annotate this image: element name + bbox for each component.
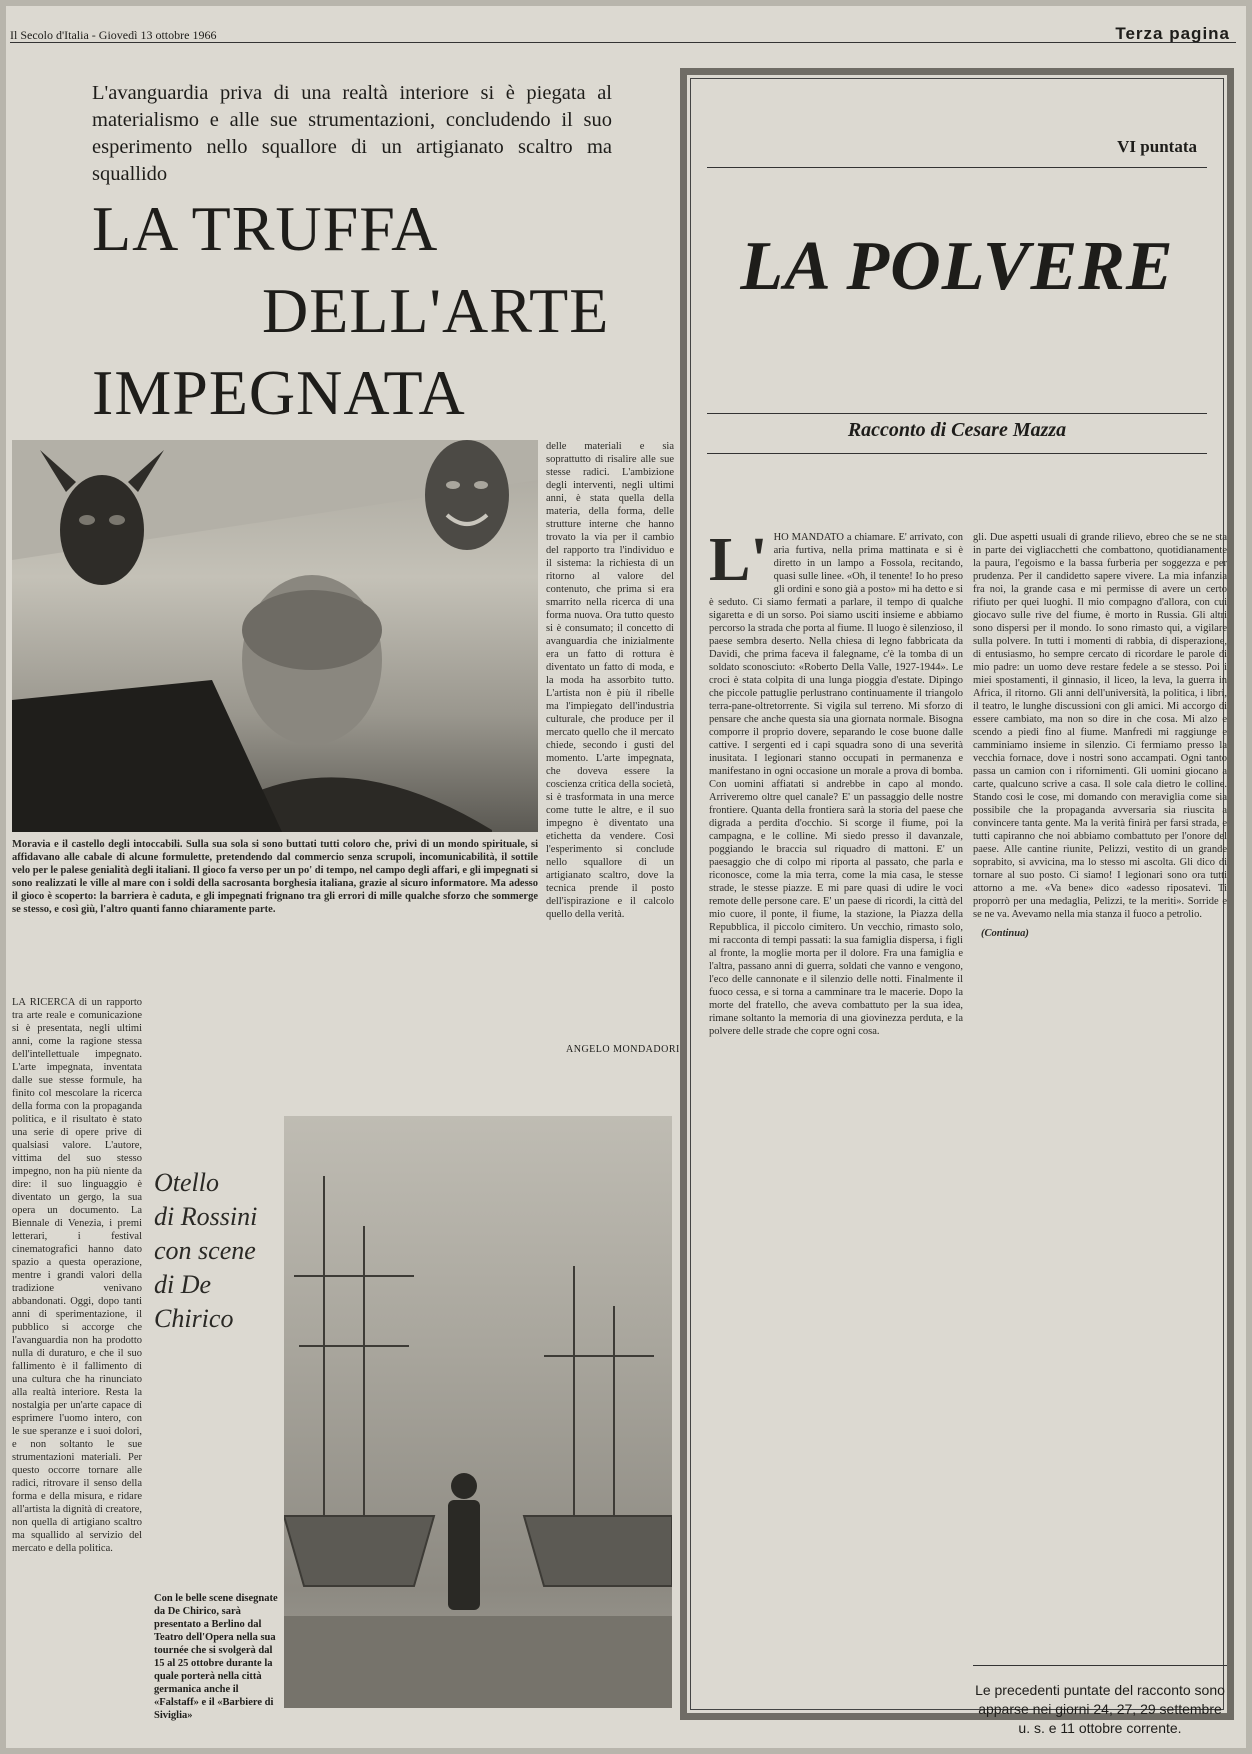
headline-line-1: LA TRUFFA <box>92 193 439 264</box>
serial-column-2 <box>973 531 1227 1651</box>
article-body-column: LA RICERCA di un rapporto tra arte reale e comunicazione si è presentata, negli ultimi anni, come la ragione stessa dell'intellettuale impegnato. L'arte impegnata, inventata dalle sue stesse formule, ha finito col mescolare la ricerca della forma con la propaganda politica, e il risultato è stato una serie di opere prive di qualsiasi valore. L'autore, vittima del suo stesso impegno, non ha più niente da dire: il suo linguaggio è diventato un gergo, la sua opera un documento. La Biennale di Venezia, i premi letterari, i festival cinematografici hanno dato spazio a questa operazione, mentre i grandi valori della tradizione venivano abbandonati. Oggi, dopo tanti anni di sperimentazione, il pubblico si accorge che l'avanguardia non ha prodotto nulla di duraturo, e che il suo fallimento è il fallimento di una cultura che ha rinunciato alla realtà interiore. Resta la nostalgia per un'arte capace di esprimere l'uomo intero, con le sue speranze e i suoi dolori, e non soltanto le sue strumentazioni materiali. Per questo occorre tornare alle radici, ritrovare il senso della forma e della misura, e ridare all'artista la dignità di creatore, non quella di artigiano scaltro ma squallido al servizio del mercato e della politica. <box>12 997 142 1554</box>
episode-label: VI puntata <box>1117 137 1197 156</box>
serial-story-box <box>680 68 1234 1736</box>
ship-right-image <box>524 1266 672 1586</box>
ship-left-image <box>284 1176 434 1586</box>
serial-column-1-text: HO MANDATO a chiamare. E' arrivato, con aria furtiva, nella prima mattinata e si è diretto in un lampo a Fossola, recitando, quasi sulle linee. «Oh, il tenente! Io ho preso gli ordini e sono già a posto» mi ha detto e si è seduto. Ci siamo fermati a parlare, il tempo di qualche sigaretta e di un sorso. Poi siamo usciti insieme e abbiamo percorso la strada che porta al fiume. Il luogo è silenzioso, il paese sembra deserto. Nella chiesa di legno fabbricata da Davidi, che prima faceva il falegname, c'è la tomba di un soldato sconosciuto: «Roberto Della Valle, 1927-1944». Le croci è stata colpita di una lunga pioggia d'estate. Dipingo che piccole pattuglie perlustrano continuamente il triangolo terra-pane-oltretorrente. Si vigila sul terreno. Mi sforzo di pensare che anche questa sia una giornata normale. Bisogna comporre il proprio dovere, separando le cose buone dalle cattive. I sergenti ed i capi squadra sono di una severità inusitata. I legionari stanno occupati in permanenza e manifestano in ogni occasione un morale a prova di bomba. Con uomini affiatati si andrebbe in capo al mondo. Arriveremo oltre quel canale? E' un passaggio delle nostre frontiere. Quanta della frontiera sarà la storia del paese che digrada a perdita d'occhio. Si scorge il fiume, poi la campagna, e le colline. Mi siedo presso il davanzale, poggiando le braccia sul riquadro di mattoni. E' un paesaggio che di colpo mi riporta al passato, che parla e riconosce, come la mia terra, come la mia casa, le stesse strade, le stesse piazze. E mi pare quasi di udire le voci remote delle persone care. E' un paese di ricordi, la città del mio cuore, il ponte, il fiume, la stazione, la Piazza della Repubblica, il piccolo cimitero. Un vecchio, rimasto solo, mi racconta di tempi passati: la sua famiglia dispersa, i figli al fronte, la moglie morta per il dolore. Fra una famiglia e l'altra, passano anni di guerra, soldati che vanno e vengono, l'eco delle cannonate e il silenzio delle notti. Finalmente il fuoco cessa, e si torna a camminare tra le macerie. Dopo la morte del fratello, che aveva combattuto per la sua idea, rimane soltanto la memoria di una giovinezza perduta, e la polvere delle strade che copre ogni cosa. <box>709 532 963 1037</box>
headline-line-2: DELL'ARTE <box>262 275 610 346</box>
serial-author: Racconto di Cesare Mazza <box>847 419 1067 441</box>
newspaper-page <box>6 6 1246 1748</box>
serial-column-1 <box>709 526 963 1701</box>
moravia-photo <box>12 440 538 832</box>
episode-rule <box>707 167 1207 168</box>
previous-episodes-note: Le precedenti puntate del racconto sono apparse nei giorni 24, 27, 29 settembre u. s. e 11 ottobre corrente. <box>975 1682 1225 1736</box>
article-signature: ANGELO MONDADORI <box>566 1044 680 1055</box>
section-label: Terza pagina <box>1115 24 1230 43</box>
photo-caption: Moravia e il castello degli intoccabili. Sulla sua sola si sono buttati tutti coloro che, privi di un mondo spirituale, si affidavano alle cabale di alcune formulette, pretendendo dal commercio senza scrupoli, incomunicabilità, il sottile velo per le palese genialità degli italiani. Il gioco fa verso per un po' di tempo, nel campo degli affari, e gli impegnati si sono realizzati le ville al mare con i soldi della sacrosanta borghesia italiana, grazie al sicuro informatore. Ma adesso il gioco è scoperto: la barriera è caduta, e gli impegnati frignano tra gli errori di mille qualche sforzo che sommerge se stesso, e così giù, l'altro quanti fanno chiaramente parte. <box>12 839 538 915</box>
continued-label: (Continua) <box>981 928 1029 939</box>
article-deck: L'avanguardia priva di una realtà interiore si è piegata al materialismo e alle sue strumentazioni, concludendo il suo esperimento nello squallore di un artigianato scaltro ma squallido <box>92 82 612 185</box>
author-rule-bottom <box>707 453 1207 454</box>
stage-set-photo <box>284 1116 672 1708</box>
drop-cap: L' <box>709 526 768 594</box>
note-rule <box>973 1665 1227 1666</box>
article-headline <box>92 188 652 434</box>
otello-title: Otello di Rossini con scene di De Chirico <box>154 1168 258 1333</box>
serial-title: LA POLVERE <box>740 228 1174 305</box>
masthead: Il Secolo d'Italia - Giovedì 13 ottobre 1966 <box>10 28 217 42</box>
standing-figure-image <box>448 1473 480 1610</box>
stage-photo-caption: Con le belle scene disegnate da De Chirico, sarà presentato a Berlino dal Teatro dell'Opera nella sua tournée che si svolgerà dal 15 al 25 ottobre durante la quale porterà nella città germanica anche il «Falstaff» e il «Barbiere di Siviglia» <box>154 1593 278 1721</box>
headline-line-3: IMPEGNATA <box>92 357 466 428</box>
side-column-text: delle materiali e sia soprattutto di risalire alle sue stesse radici. L'ambizione degli interventi, negli ultimi anni, è stata quella della materia, della forma, delle strutture interne che hanno trovato la via per il cambio del rapporto tra l'individuo e il sistema: la richiesta di un ritorno al valore del contenuto, che prima si era smarrito nella ricerca di una forma nuova. Ora tutto questo si è consumato; il concetto di avanguardia che inizialmente era un fatto di rottura è diventato un fatto di moda, e la moda ha assorbito tutto. L'artista non è più il ribelle ma l'impiegato dell'industria culturale, che produce per il mercato quello che il mercato chiede, secondo i gusti del momento. L'arte impegnata, che doveva essere la coscienza critica della società, si è trasformata in una merce come tutte le altre, e il suo impegno è diventato una etichetta da vendere. Così l'esperimento si conclude nello squallore di un artigianato scaltro, dove la tecnica prende il posto dell'ispirazione e il calcolo quello della verità. <box>546 441 674 920</box>
laughing-mask-image <box>425 440 509 550</box>
header-rule <box>10 42 1236 43</box>
author-rule-top <box>707 413 1207 414</box>
serial-column-2-text: gli. Due aspetti usuali di grande rilievo, ebreo che se ne sta in parte dei vigliacchetti che combattono, quotidianamente la paura, l'egoismo e la bassa furberia per soggezza e per prudenza. Per il candidetto sapere vivere. La mia infanzia fra noi, la grande casa e mi permisse di avere un certo rifiuto per quei luoghi. Il mio compagno d'allora, con cui giocavo sulle rive del fiume, è morto in Russia. Gli altri sono dispersi per il mondo. Io sono rimasto qui, a vigilare sulla polvere. In tutti i momenti di rabbia, di disperazione, di entusiasmo, ho sempre cercato di ricordare le parole di mio padre: un uomo deve restare fedele a se stesso. Poi i miei spostamenti, il ginnasio, il liceo, la leva, la guerra in Africa, il ritorno. Gli anni dell'università, la politica, i libri, il teatro, le lunghe discussioni con gli amici. Mi accorgo di essere cambiato, ma non so dire in che cosa. Mi alzo e scendo a piedi fino al fiume. Manfredi mi raggiunge e camminiamo insieme in silenzio. Ci fermiamo presso la vecchia fornace, dove i nostri sono accampati. Ogni tanto passa un camion con i rifornimenti. Gli uomini giocano a carte, qualcuno scrive a casa. Il sole cala dietro le colline. Stando così le cose, mi domando con meraviglia come sia possibile che la propaganda avversaria sia riuscita a convincere tanta gente. Ma la verità finirà per farsi strada, e tutti capiranno che noi abbiamo combattuto per l'onore del paese. Alle cantine riunite, Pelizzi, vestito di un grande soprabito, si avvicina, ma lo stesso mi ascolta. Gli dico di tornare al suo posto. Ci siamo! I legionari sono ora tutti attorno a me. «Va bene» dico «adesso riposatevi. Ti proporrò per una medaglia, Pelizzi, te la meriti». Sorride e se ne va. Avevamo nella mia stanza il fuoco a petrolio. <box>973 532 1227 920</box>
